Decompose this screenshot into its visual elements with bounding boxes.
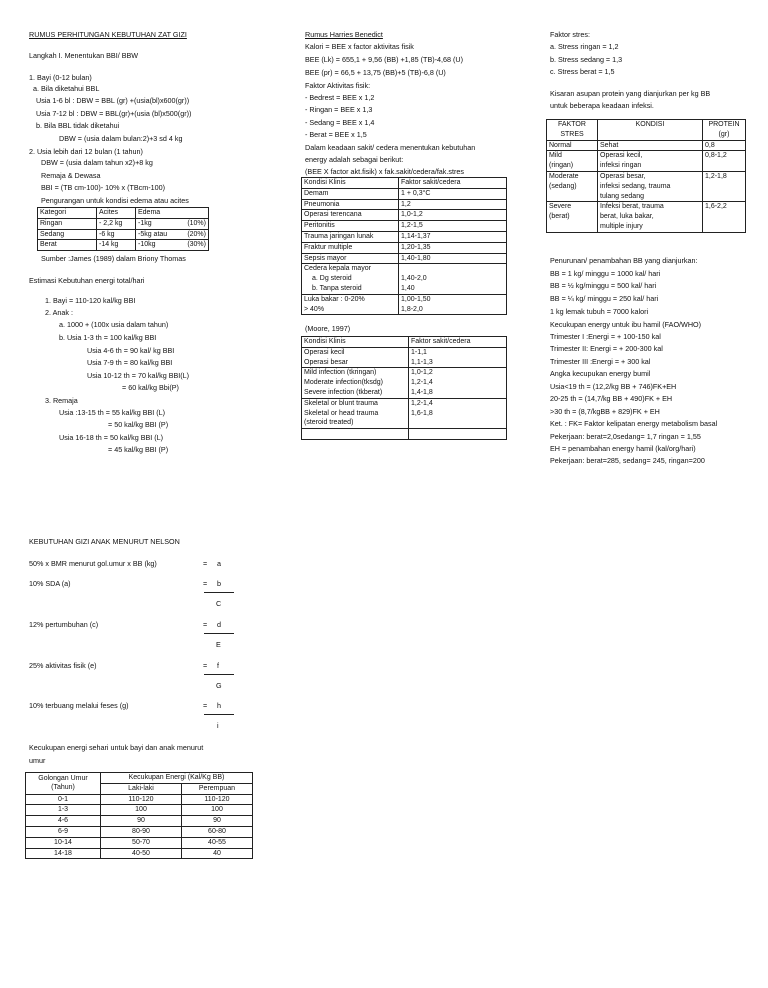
list-item: 2. Usia lebih dari 12 bulan (1 tahun) (29, 147, 143, 156)
cell-line: Moderate (549, 172, 579, 180)
list-item: - Ringan = BEE x 1,3 (305, 105, 373, 114)
table-cell: Berat (38, 240, 97, 251)
table-cell: Demam (302, 188, 399, 199)
table-cell (547, 171, 598, 201)
table-cell: -1kg (136, 218, 179, 229)
cell-line: Infeksi berat, trauma (600, 203, 664, 211)
table-header: Kondisi Klinis (302, 337, 409, 348)
table-header: Laki-laki (101, 783, 182, 794)
table-cell: 80-90 (101, 826, 182, 837)
table-cell: 1,2-1,8 (703, 171, 746, 201)
formula-line: DBW = (usia dalam tahun x2)+8 kg (41, 158, 153, 167)
cell-line: 1,1-1,3 (411, 358, 433, 366)
formula-value: b (217, 579, 221, 588)
table-cell: (10%) (179, 218, 209, 229)
cell-line: 1-1,1 (411, 348, 427, 356)
table-cell: (30%) (179, 240, 209, 251)
table-cell: 1,0-1,2 (399, 210, 507, 221)
note-line: Kecukupan energi sehari untuk bayi dan anak menurut (29, 743, 204, 752)
table-cell: 110-120 (101, 794, 182, 805)
table-cell: 100 (182, 805, 253, 816)
text-line: Kecukupan energy untuk ibu hamil (FAO/WHO) (550, 320, 702, 329)
table-cell: -6 kg (97, 229, 136, 240)
formula-line: (BEE X factor akt.fisik) x fak.sakit/cedera/fak.stres (305, 167, 464, 176)
cell-line: tulang sedang (600, 192, 644, 200)
cell-line: 1,40-2,0 (401, 275, 427, 283)
table-cell: 0,8-1,2 (703, 151, 746, 172)
table-row (38, 240, 209, 251)
table-cell (399, 294, 507, 315)
cell-line: Cedera kepala mayor (304, 265, 371, 273)
cell-line: Mild (549, 152, 562, 160)
note-line: umur (29, 756, 46, 765)
table-cell: 1,6-2,2 (703, 202, 746, 232)
cell-line: Severe infection (tkberat) (304, 388, 383, 396)
table-cell (409, 368, 507, 398)
table-cell: 90 (101, 816, 182, 827)
list-item: b. Usia 1-3 th = 100 kal/kg BBI (59, 333, 157, 342)
equals-sign: = (203, 579, 208, 588)
table-header-row (38, 208, 209, 219)
table-cell (547, 151, 598, 172)
cell-line: multiple injury (600, 222, 643, 230)
formula-line: BEE (Lk) = 655,1 + 9,56 (BB) +1,85 (TB)-4,68 (U) (305, 55, 463, 64)
table-header (547, 120, 598, 141)
cell-line: Mild infection (tkringan) (304, 369, 377, 377)
text-line: Pekerjaan: berat=285, sedang= 245, ringan=200 (550, 456, 705, 465)
formula-value: E (216, 640, 221, 649)
cell-line: Skeletal or head trauma (304, 409, 379, 417)
text-line: 20-25 th = (14,7/kg BB + 490)FK + EH (550, 394, 673, 403)
table-cell: 40-55 (182, 837, 253, 848)
source-note: Sumber :James (1989) dalam Briony Thomas (41, 254, 186, 263)
cell-line: Operasi kecil, (600, 152, 643, 160)
text-line: >30 th = (8,7/kgBB + 829)FK + EH (550, 407, 660, 416)
table-row (302, 264, 507, 294)
table-header: Kategori (38, 208, 97, 219)
table-cell: 10-14 (26, 837, 101, 848)
cell-line: b. Tanpa steroid (312, 284, 362, 292)
table-cell (547, 202, 598, 232)
table-cell (409, 398, 507, 428)
list-item: Usia 16-18 th = 50 kal/kg BBI (L) (59, 433, 164, 442)
list-item: = 45 kal/kg BBI (P) (108, 445, 169, 454)
cell-line: Severe (549, 203, 572, 211)
list-item: a. Stress ringan = 1,2 (550, 42, 619, 51)
cell-line: Golongan Umur (38, 774, 88, 782)
table-cell: 1,2 (399, 199, 507, 210)
cell-line: > 40% (304, 305, 325, 313)
table-cell: 100 (101, 805, 182, 816)
cell-line: Operasi kecil (304, 348, 345, 356)
note-line: Dalam keadaan sakit/ cedera menentukan kebutuhan (305, 143, 476, 152)
table-cell: Sepsis mayor (302, 253, 399, 264)
table-cell: 1,14-1,37 (399, 231, 507, 242)
list-item: a. 1000 + (100x usia dalam tahun) (59, 320, 169, 329)
cell-line: STRES (560, 130, 584, 138)
cell-line: Skeletal or blunt trauma (304, 399, 378, 407)
cell-line: 1,0-1,2 (411, 369, 433, 377)
table-cell: Operasi terencana (302, 210, 399, 221)
text-line: 1 kg lemak tubuh = 7000 kalori (550, 307, 649, 316)
table-row (547, 151, 746, 172)
table-row (38, 229, 209, 240)
formula-line: DBW = (usia dalam bulan:2)+3 sd 4 kg (59, 134, 183, 143)
text-line: BB = ¼ kg/ minggu = 250 kal/ hari (550, 294, 659, 303)
list-item: 1. Bayi (0-12 bulan) (29, 73, 92, 82)
table-header-row (547, 120, 746, 141)
table-cell (302, 264, 399, 294)
table-cell (399, 264, 507, 294)
section-heading: KEBUTUHAN GIZI ANAK MENURUT NELSON (29, 537, 180, 546)
table-cell (302, 368, 409, 398)
table-cell: Trauma jaringan lunak (302, 231, 399, 242)
source-note: (Moore, 1997) (305, 324, 351, 333)
list-item: - Bedrest = BEE x 1,2 (305, 93, 375, 102)
text-line: Trimester I :Energi = + 100-150 kal (550, 332, 661, 341)
formula-value: a (217, 559, 221, 568)
table-cell (598, 171, 703, 201)
table-row (302, 210, 507, 221)
table-header: Kondisi Klinis (302, 178, 399, 189)
table-header: KONDISI (598, 120, 703, 141)
fraction-line (204, 592, 234, 593)
table-cell (302, 398, 409, 428)
table-cell (409, 347, 507, 368)
table-row (302, 429, 507, 440)
text-line: Usia<19 th = (12,2/kg BB + 746)FK+EH (550, 382, 677, 391)
cell-line: 1,2-1,4 (411, 399, 433, 407)
equals-sign: = (203, 620, 208, 629)
clinical-factor-table (301, 177, 507, 315)
step-heading: Langkah I. Menentukan BBI/ BBW (29, 51, 139, 60)
table-row (547, 140, 746, 151)
table-header-row (26, 773, 253, 784)
table-cell: - 2,2 kg (97, 218, 136, 229)
cell-line: (steroid treated) (304, 419, 354, 427)
cell-line: 1,4-1,8 (411, 388, 433, 396)
list-item: - Sedang = BEE x 1,4 (305, 118, 375, 127)
table-cell (598, 202, 703, 232)
table-header-row (302, 178, 507, 189)
table-row (302, 231, 507, 242)
list-item: 2. Anak : (45, 308, 73, 317)
table-cell: 60-80 (182, 826, 253, 837)
table-cell: 0-1 (26, 794, 101, 805)
equals-sign: = (203, 559, 208, 568)
formula-line: BEE (pr) = 66,5 + 13,75 (BB)+5 (TB)-6,8 (U) (305, 68, 446, 77)
cell-line: (sedang) (549, 182, 577, 190)
cell-line: Operasi besar, (600, 172, 646, 180)
table-header (26, 773, 101, 795)
note-line: Pengurangan untuk kondisi edema atau acites (41, 196, 189, 205)
table-cell: 4-6 (26, 816, 101, 827)
formula-value: f (217, 661, 219, 670)
cell-line: a. Dg steroid (312, 275, 352, 283)
text-line: BB = ½ kg/minggu = 500 kal/ hari (550, 281, 657, 290)
text-line: BB = 1 kg/ minggu = 1000 kal/ hari (550, 269, 661, 278)
list-item: c. Stress berat = 1,5 (550, 67, 615, 76)
table-cell: 1,40-1,80 (399, 253, 507, 264)
table-row (302, 398, 507, 428)
page-title: RUMUS PERHITUNGAN KEBUTUHAN ZAT GIZI (29, 30, 187, 39)
table-cell: Normal (547, 140, 598, 151)
table-cell (302, 347, 409, 368)
table-header: Faktor sakit/cedera (409, 337, 507, 348)
table-header-row (302, 337, 507, 348)
table-row (26, 848, 253, 859)
cell-line: infeksi ringan (600, 162, 642, 170)
table-cell (302, 294, 399, 315)
table-cell (409, 429, 507, 440)
table-row (302, 188, 507, 199)
table-row (302, 199, 507, 210)
list-item: a. Bila diketahui BBL (33, 84, 100, 93)
table-row (26, 826, 253, 837)
text-line: EH = penambahan energy hamil (kal/org/hari) (550, 444, 696, 453)
table-cell: 0,8 (703, 140, 746, 151)
cell-line: (ringan) (549, 162, 574, 170)
edema-table (37, 207, 209, 251)
note-line: energy adalah sebagai berikut: (305, 155, 404, 164)
formula-line: Kalori = BEE x factor aktivitas fisik (305, 42, 414, 51)
table-header: Faktor sakit/cedera (399, 178, 507, 189)
list-item: Usia 7-9 th = 80 kal/kg BBI (87, 358, 173, 367)
cell-line: Luka bakar : 0-20% (304, 295, 365, 303)
list-item: = 60 kal/kg Bbi(P) (122, 383, 179, 392)
section-heading: Faktor stres: (550, 30, 590, 39)
age-energy-table (25, 772, 253, 859)
table-cell (302, 429, 409, 440)
list-item: Usia 10-12 th = 70 kal/kg BBI(L) (87, 371, 190, 380)
table-row (547, 171, 746, 201)
table-cell: 110-120 (182, 794, 253, 805)
cell-line: infeksi sedang, trauma (600, 182, 671, 190)
table-header: Kecukupan Energi (Kal/Kg BB) (101, 773, 253, 784)
table-cell: 6-9 (26, 826, 101, 837)
table-header: Edema (136, 208, 209, 219)
cell-line: Operasi besar (304, 358, 348, 366)
fraction-line (204, 714, 234, 715)
equals-sign: = (203, 661, 208, 670)
section-heading: Estimasi Kebutuhan energi total/hari (29, 276, 145, 285)
table-row (38, 218, 209, 229)
table-cell: -10kg (136, 240, 179, 251)
list-item: = 50 kal/kg BBI (P) (108, 420, 169, 429)
table-cell: 1,20-1,35 (399, 242, 507, 253)
table-row (302, 368, 507, 398)
table-cell: Peritonitis (302, 221, 399, 232)
table-cell: 90 (182, 816, 253, 827)
table-cell: Sehat (598, 140, 703, 151)
table-cell: 14-18 (26, 848, 101, 859)
text-line: Pekerjaan: berat=2,0sedang= 1,7 ringan = 1,55 (550, 432, 701, 441)
table-cell: Sedang (38, 229, 97, 240)
cell-line: 1,6-1,8 (411, 409, 433, 417)
protein-table (546, 119, 746, 233)
table-header (703, 120, 746, 141)
cell-line: berat, luka bakar, (600, 213, 654, 221)
subheading: Faktor Aktivitas fisik: (305, 81, 371, 90)
formula-line: 10% terbuang melalui feses (g) (29, 701, 129, 710)
table-cell: -5kg atau (136, 229, 179, 240)
formula-line: BBI = (TB cm-100)- 10% x (TBcm-100) (41, 183, 166, 192)
table-cell: 40-50 (101, 848, 182, 859)
note-line: Kisaran asupan protein yang dianjurkan per kg BB (550, 89, 711, 98)
table-row (26, 794, 253, 805)
formula-value: i (217, 721, 219, 730)
cell-line: (berat) (549, 213, 570, 221)
text-line: Trimester II: Energi = + 200-300 kal (550, 344, 663, 353)
formula-value: C (216, 599, 222, 608)
cell-line: Moderate infection(tksdg) (304, 379, 383, 387)
table-row (26, 816, 253, 827)
table-row (26, 837, 253, 848)
formula-line: 10% SDA (a) (29, 579, 71, 588)
list-item: 1. Bayi = 110-120 kal/kg BBI (45, 296, 136, 305)
table-row (302, 221, 507, 232)
section-heading: Rumus Harries Benedict (305, 30, 383, 39)
list-item: b. Stress sedang = 1,3 (550, 55, 623, 64)
formula-line: Usia 7-12 bl : DBW = BBL(gr)+(usia (bl)x500(gr)) (36, 109, 192, 118)
infection-factor-table (301, 336, 507, 440)
equals-sign: = (203, 701, 208, 710)
formula-line: 50% x BMR menurut gol.umur x BB (kg) (29, 559, 157, 568)
fraction-line (204, 633, 234, 634)
table-cell: -14 kg (97, 240, 136, 251)
cell-line: 1,00-1,50 (401, 295, 431, 303)
table-cell: (20%) (179, 229, 209, 240)
formula-line: Usia 1-6 bl : DBW = BBL (gr) +(usia(bl)x600(gr)) (36, 96, 190, 105)
formula-value: h (217, 701, 221, 710)
table-cell: 50-70 (101, 837, 182, 848)
table-row (547, 202, 746, 232)
cell-line: (Tahun) (51, 784, 75, 792)
table-row (302, 294, 507, 315)
table-cell: 40 (182, 848, 253, 859)
table-row (26, 805, 253, 816)
text-line: Penurunan/ penambahan BB yang dianjurkan: (550, 256, 698, 265)
formula-line: 12% pertumbuhan (c) (29, 620, 99, 629)
table-cell: Ringan (38, 218, 97, 229)
table-row (302, 347, 507, 368)
table-header: Acites (97, 208, 136, 219)
cell-line: 1,2-1,4 (411, 379, 433, 387)
table-row (302, 253, 507, 264)
table-cell: Pneumonia (302, 199, 399, 210)
note-line: untuk beberapa keadaan infeksi. (550, 101, 654, 110)
text-line: Ket. : FK= Faktor kelipatan energy metabolism basal (550, 419, 718, 428)
subheading: Remaja & Dewasa (41, 171, 101, 180)
cell-line: PROTEIN (708, 121, 740, 128)
cell-line: (gr) (718, 130, 730, 138)
table-header: Perempuan (182, 783, 253, 794)
list-item: b. Bila BBL tidak diketahui (36, 121, 120, 130)
cell-line: 1,8-2,0 (401, 305, 423, 313)
table-cell: 1-3 (26, 805, 101, 816)
table-cell: 1,2-1,5 (399, 221, 507, 232)
list-item: Usia :13-15 th = 55 kal/kg BBI (L) (59, 408, 166, 417)
table-cell: Fraktur multiple (302, 242, 399, 253)
formula-value: G (216, 681, 222, 690)
fraction-line (204, 674, 234, 675)
cell-line: 1,40 (401, 284, 415, 292)
text-line: Angka kecupukan energy bumil (550, 369, 651, 378)
table-cell: 1 + 0,3°C (399, 188, 507, 199)
cell-line: FAKTOR (558, 121, 586, 128)
text-line: Trimester III :Energi = + 300 kal (550, 357, 651, 366)
table-cell (598, 151, 703, 172)
list-item: Usia 4-6 th = 90 kal/ kg BBI (87, 346, 175, 355)
formula-line: 25% aktivitas fisik (e) (29, 661, 97, 670)
table-row (302, 242, 507, 253)
formula-value: d (217, 620, 221, 629)
list-item: - Berat = BEE x 1,5 (305, 130, 367, 139)
list-item: 3. Remaja (45, 396, 78, 405)
